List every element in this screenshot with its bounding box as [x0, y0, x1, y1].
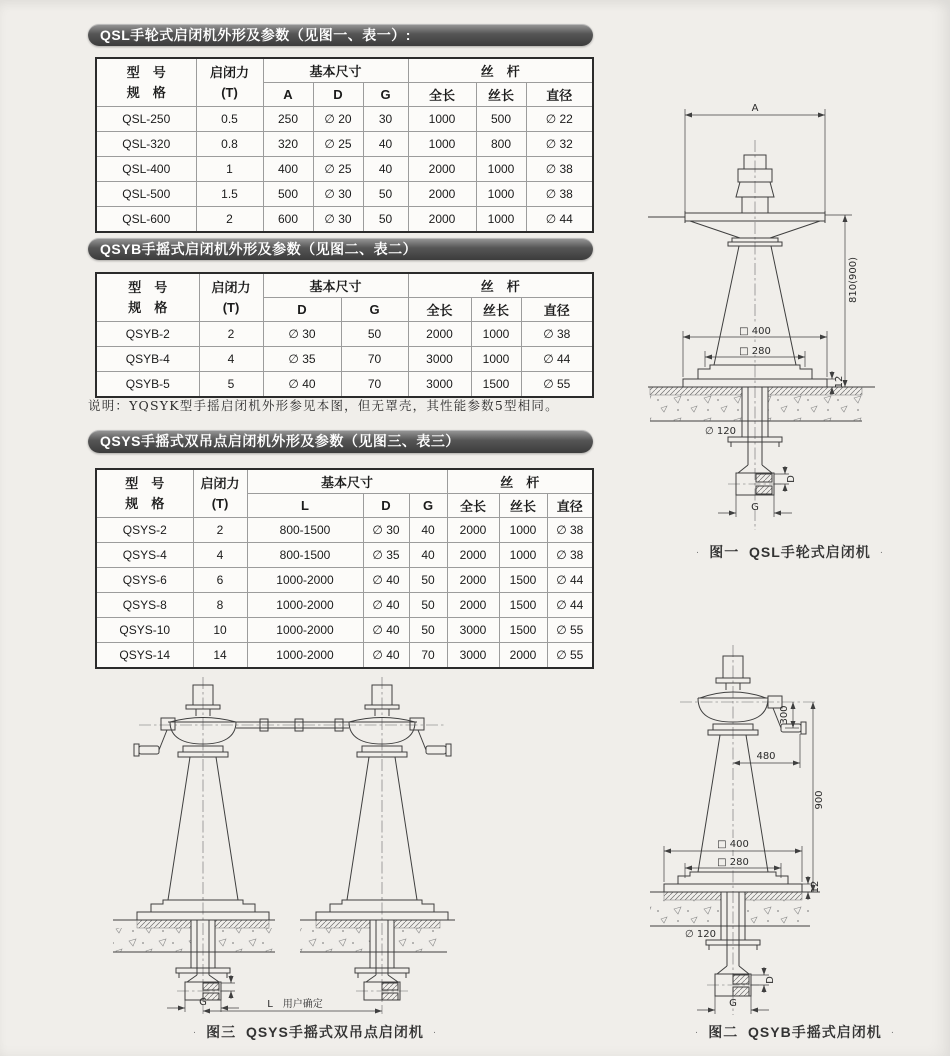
table-qsl [95, 57, 594, 233]
cell-force: 2 [196, 207, 263, 233]
cell-g: 50 [363, 182, 408, 207]
cell-screw-length: 1500 [471, 372, 521, 398]
subheader: 丝长 [499, 494, 547, 518]
header-force-unit: (T) [222, 299, 240, 315]
header-basic-dims: 基本尺寸 [263, 273, 408, 298]
drawing-lines [650, 656, 820, 996]
cell-g: 40 [363, 157, 408, 182]
cell-d: ∅ 30 [313, 182, 363, 207]
cell-d: ∅ 40 [263, 372, 341, 398]
figure3-qsys-drawing [95, 672, 535, 1017]
cell-screw-length: 500 [476, 107, 526, 132]
section3-title: QSYS手摇式双吊点启闭机外形及参数（见图三、表三） [100, 433, 460, 449]
cell-total-length: 2000 [447, 568, 499, 593]
section2-header [88, 238, 593, 260]
dim-label-400: □ 400 [717, 839, 749, 850]
cell-l: 1000-2000 [247, 618, 363, 643]
cell-d: ∅ 40 [363, 618, 409, 643]
table-row [96, 182, 593, 207]
cell-g: 70 [409, 643, 447, 669]
table-row [96, 568, 593, 593]
cell-model: QSYS-8 [96, 593, 193, 618]
subheader: 丝长 [476, 83, 526, 107]
caption-dot: · [879, 547, 885, 558]
cell-screw-length: 800 [476, 132, 526, 157]
cell-d: ∅ 25 [313, 132, 363, 157]
drawing-lines [113, 685, 455, 1000]
figure3-number: 图三 [206, 1024, 237, 1040]
cell-g: 50 [341, 322, 408, 347]
table-qsl-head [96, 58, 593, 107]
cell-a: 320 [263, 132, 313, 157]
dim-label-900: 900 [814, 790, 825, 810]
cell-d: ∅ 35 [363, 543, 409, 568]
cell-l: 1000-2000 [247, 568, 363, 593]
dim-label-dia120: ∅ 120 [705, 426, 736, 437]
cell-model: QSYS-4 [96, 543, 193, 568]
grout-hatch [394, 920, 440, 928]
cell-model: QSL-600 [96, 207, 196, 233]
grout-hatch [768, 387, 862, 395]
cell-model: QSYB-2 [96, 322, 199, 347]
cell-force: 14 [193, 643, 247, 669]
cell-a: 500 [263, 182, 313, 207]
cell-diameter: ∅ 44 [526, 207, 593, 233]
subheader: 直径 [521, 298, 593, 322]
cell-l: 800-1500 [247, 518, 363, 543]
cell-screw-length: 1000 [499, 518, 547, 543]
grout-hatch [316, 920, 370, 928]
cell-screw-length: 1000 [471, 322, 521, 347]
header-model-top: 型 号 [125, 475, 165, 491]
figure1-number: 图一 [709, 544, 740, 560]
subheader: D [363, 494, 409, 518]
dim-label-a: A [751, 103, 759, 114]
figure2-title: QSYB手摇式启闭机 [748, 1024, 882, 1040]
table-row [96, 107, 593, 132]
dim-label-280: □ 280 [717, 857, 749, 868]
header-model [96, 58, 196, 107]
cell-d: ∅ 30 [363, 518, 409, 543]
header-force [193, 469, 247, 518]
figure1-title: QSL手轮式启闭机 [749, 544, 871, 560]
header-force-top: 启闭力 [200, 475, 240, 491]
cell-total-length: 2000 [408, 207, 476, 233]
section1-title: QSL手轮式启闭机外形及参数（见图一、表一）: [100, 27, 411, 43]
table-row [96, 618, 593, 643]
cell-total-length: 2000 [408, 182, 476, 207]
cell-force: 5 [199, 372, 263, 398]
subheader: 全长 [408, 83, 476, 107]
figure1-caption [640, 542, 940, 562]
cell-total-length: 3000 [408, 347, 471, 372]
cell-total-length: 3000 [408, 372, 471, 398]
table-qsyb [95, 272, 594, 398]
concrete-texture [650, 900, 721, 926]
table-row [96, 132, 593, 157]
table-row [96, 157, 593, 182]
cell-d: ∅ 30 [263, 322, 341, 347]
cell-screw-length: 1500 [499, 618, 547, 643]
grout-hatch [664, 892, 721, 900]
cell-g: 50 [409, 618, 447, 643]
cell-screw-length: 1000 [476, 182, 526, 207]
header-force-top: 启闭力 [209, 64, 249, 80]
header-model-top: 型 号 [128, 279, 168, 295]
subheader: G [341, 298, 408, 322]
section3-header [88, 430, 593, 453]
table-row [96, 207, 593, 233]
cell-l: 1000-2000 [247, 593, 363, 618]
concrete-texture [394, 928, 440, 952]
dim-label-300: 300 [779, 705, 790, 725]
cell-screw-length: 1000 [499, 543, 547, 568]
cell-model: QSYS-6 [96, 568, 193, 593]
grout-hatch [137, 920, 191, 928]
cell-diameter: ∅ 38 [547, 518, 593, 543]
subheader: 全长 [408, 298, 471, 322]
cell-total-length: 1000 [408, 107, 476, 132]
figure1-qsl-drawing [640, 85, 940, 545]
subheader: 直径 [526, 83, 593, 107]
cell-diameter: ∅ 44 [547, 568, 593, 593]
table-qsys [95, 468, 594, 669]
cell-total-length: 2000 [447, 518, 499, 543]
concrete-texture [113, 928, 191, 952]
dim-label-g: G [751, 502, 759, 513]
table-row [96, 593, 593, 618]
cell-force: 6 [193, 568, 247, 593]
dim-label-d: D [765, 976, 776, 984]
header-model-top: 型 号 [126, 64, 166, 80]
cell-screw-length: 1000 [471, 347, 521, 372]
cell-total-length: 1000 [408, 132, 476, 157]
subheader: L [247, 494, 363, 518]
cell-screw-length: 1000 [476, 157, 526, 182]
caption-dot: · [695, 547, 701, 558]
cell-screw-length: 1500 [499, 568, 547, 593]
cell-g: 40 [409, 543, 447, 568]
caption-dot: · [890, 1027, 896, 1038]
subheader: 全长 [447, 494, 499, 518]
note-text: 说明：YQSYK型手摇启闭机外形参见本图，但无罩壳，其性能参数5型相同。 [88, 398, 559, 413]
cell-d: ∅ 40 [363, 568, 409, 593]
dim-label-12: 12 [810, 880, 821, 894]
cell-g: 40 [363, 132, 408, 157]
header-force-unit: (T) [221, 84, 238, 100]
cell-diameter: ∅ 38 [547, 543, 593, 568]
figure2-caption [640, 1022, 950, 1042]
header-force [199, 273, 263, 322]
cell-diameter: ∅ 44 [547, 593, 593, 618]
table-row [96, 543, 593, 568]
dim-label-400: □ 400 [739, 326, 771, 337]
dim-label-g: G [729, 998, 737, 1009]
concrete-texture [650, 395, 742, 421]
table-row [96, 322, 593, 347]
concrete-texture [215, 928, 275, 952]
subheader: A [263, 83, 313, 107]
cell-d: ∅ 40 [363, 593, 409, 618]
cell-diameter: ∅ 38 [521, 322, 593, 347]
dim-label-dia120: ∅ 120 [685, 929, 716, 940]
figure2-qsyb-drawing [640, 640, 950, 1020]
cell-force: 2 [193, 518, 247, 543]
dim-label-12: 12 [834, 375, 845, 389]
cell-total-length: 2000 [408, 157, 476, 182]
cell-model: QSL-400 [96, 157, 196, 182]
caption-dot: · [432, 1027, 438, 1038]
header-model-bottom: 规 格 [128, 299, 168, 315]
cell-total-length: 2000 [447, 543, 499, 568]
caption-dot: · [192, 1027, 198, 1038]
cell-g: 40 [409, 518, 447, 543]
header-force-unit: (T) [211, 495, 229, 511]
cell-total-length: 3000 [447, 618, 499, 643]
cell-diameter: ∅ 32 [526, 132, 593, 157]
subheader: D [263, 298, 341, 322]
cell-d: ∅ 30 [313, 207, 363, 233]
cell-model: QSYS-2 [96, 518, 193, 543]
header-model [96, 273, 199, 322]
cell-model: QSL-320 [96, 132, 196, 157]
cell-force: 4 [193, 543, 247, 568]
table-qsyb-head [96, 273, 593, 322]
dim-label-height: 810(900) [848, 257, 859, 303]
cell-g: 50 [409, 568, 447, 593]
cell-diameter: ∅ 55 [547, 618, 593, 643]
grout-hatch [215, 920, 269, 928]
table-qsl-body [96, 107, 593, 233]
cell-diameter: ∅ 55 [521, 372, 593, 398]
dim-label-280: □ 280 [739, 346, 771, 357]
figure3-caption [95, 1022, 535, 1042]
header-force-top: 启闭力 [211, 279, 251, 295]
subheader: 直径 [547, 494, 593, 518]
cell-l: 800-1500 [247, 543, 363, 568]
dim-label-g: G [199, 997, 207, 1008]
cell-total-length: 2000 [408, 322, 471, 347]
cell-diameter: ∅ 38 [526, 157, 593, 182]
cell-screw-length: 2000 [499, 643, 547, 669]
cell-a: 400 [263, 157, 313, 182]
header-basic-dims: 基本尺寸 [263, 58, 408, 83]
table-row [96, 372, 593, 398]
dimension-lines [683, 109, 852, 517]
header-screw: 丝 杆 [447, 469, 593, 494]
dim-label-480: 480 [756, 751, 776, 762]
cell-force: 0.5 [196, 107, 263, 132]
cell-force: 0.8 [196, 132, 263, 157]
cell-force: 8 [193, 593, 247, 618]
cell-force: 10 [193, 618, 247, 643]
figure3-title: QSYS手摇式双吊点启闭机 [245, 1024, 424, 1040]
cell-diameter: ∅ 22 [526, 107, 593, 132]
concrete-texture [745, 900, 810, 926]
table-row [96, 643, 593, 669]
subheader: D [313, 83, 363, 107]
cell-force: 1.5 [196, 182, 263, 207]
dim-label-d: D [786, 475, 797, 483]
cell-a: 600 [263, 207, 313, 233]
table-row [96, 518, 593, 543]
table-row [96, 347, 593, 372]
cell-model: QSYB-4 [96, 347, 199, 372]
cell-diameter: ∅ 44 [521, 347, 593, 372]
cell-g: 70 [341, 372, 408, 398]
cell-a: 250 [263, 107, 313, 132]
cell-model: QSYB-5 [96, 372, 199, 398]
cell-g: 30 [363, 107, 408, 132]
cell-total-length: 2000 [447, 593, 499, 618]
cell-model: QSL-250 [96, 107, 196, 132]
cell-g: 70 [341, 347, 408, 372]
cell-force: 4 [199, 347, 263, 372]
header-basic-dims: 基本尺寸 [247, 469, 447, 494]
section2-title: QSYB手摇式启闭机外形及参数（见图二、表二） [100, 241, 418, 257]
header-screw: 丝 杆 [408, 58, 593, 83]
concrete-texture [768, 395, 862, 421]
cell-model: QSYS-10 [96, 618, 193, 643]
concrete-texture [300, 928, 370, 952]
cell-d: ∅ 25 [313, 157, 363, 182]
cell-model: QSL-500 [96, 182, 196, 207]
subheader: 丝长 [471, 298, 521, 322]
grout-hatch [745, 892, 802, 900]
cell-g: 50 [409, 593, 447, 618]
cell-total-length: 3000 [447, 643, 499, 669]
subheader: G [409, 494, 447, 518]
cell-diameter: ∅ 55 [547, 643, 593, 669]
table-qsys-head [96, 469, 593, 518]
cell-screw-length: 1500 [499, 593, 547, 618]
header-model-bottom: 规 格 [125, 495, 165, 511]
centerlines [680, 645, 818, 1015]
figure2-number: 图二 [708, 1024, 739, 1040]
cell-model: QSYS-14 [96, 643, 193, 669]
cell-diameter: ∅ 38 [526, 182, 593, 207]
subheader: G [363, 83, 408, 107]
cell-screw-length: 1000 [476, 207, 526, 233]
cell-d: ∅ 40 [363, 643, 409, 669]
header-screw: 丝 杆 [408, 273, 593, 298]
cell-d: ∅ 20 [313, 107, 363, 132]
table-qsys-body [96, 518, 593, 669]
cell-l: 1000-2000 [247, 643, 363, 669]
cell-force: 2 [199, 322, 263, 347]
table-qsyb-body [96, 322, 593, 398]
header-force [196, 58, 263, 107]
grout-hatch [650, 387, 742, 395]
cell-g: 50 [363, 207, 408, 233]
cell-d: ∅ 35 [263, 347, 341, 372]
header-model-bottom: 规 格 [126, 84, 166, 100]
header-model [96, 469, 193, 518]
caption-dot: · [694, 1027, 700, 1038]
section1-header [88, 24, 593, 46]
dim-label-l: L 用户确定 [267, 999, 323, 1010]
cell-force: 1 [196, 157, 263, 182]
